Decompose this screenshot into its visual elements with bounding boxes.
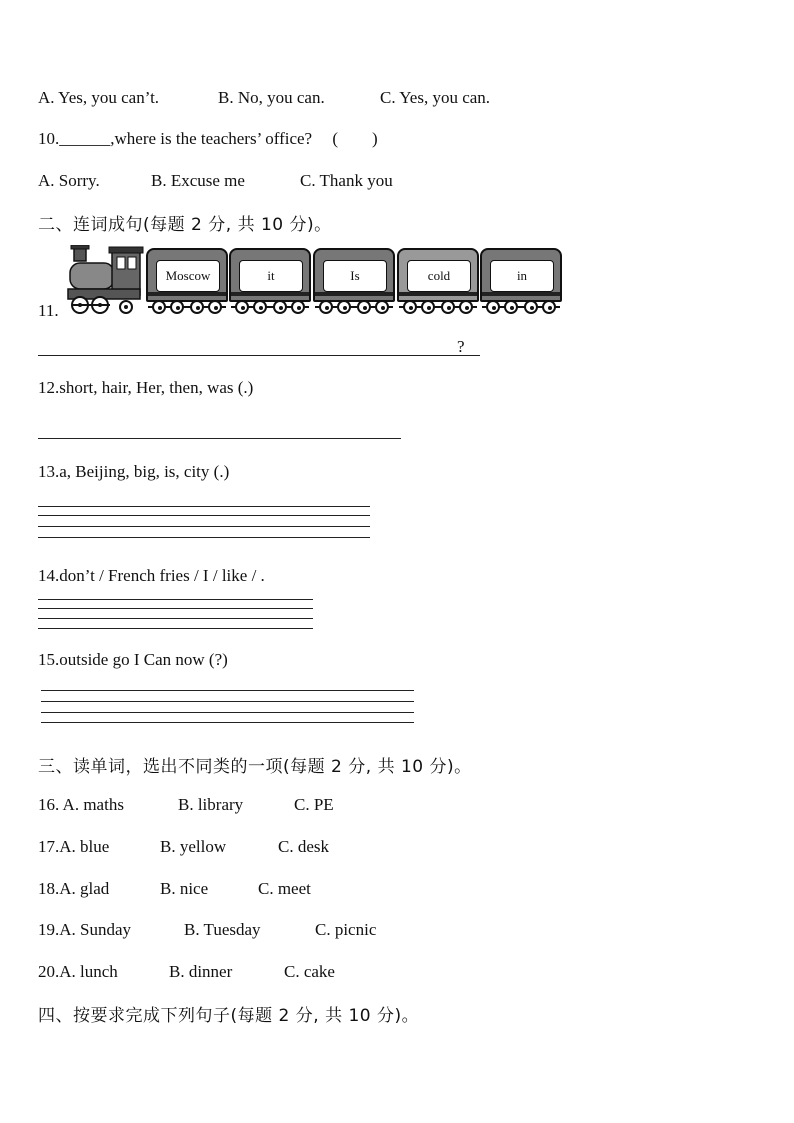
- answer-paren: ( ): [332, 129, 378, 148]
- wheels: [482, 300, 560, 316]
- q17-option-c: C. desk: [278, 837, 329, 856]
- q19-option-c: C. picnic: [315, 920, 377, 939]
- writing-line: [38, 526, 370, 527]
- writing-line: [38, 515, 370, 516]
- question-13: 13.a, Beijing, big, is, city (.): [38, 462, 230, 481]
- train-car-4: [397, 248, 477, 304]
- q17-option-b: B. yellow: [160, 837, 227, 856]
- writing-line: [38, 628, 313, 629]
- wheels: [315, 300, 393, 316]
- wheels: [399, 300, 477, 316]
- locomotive-icon: [66, 245, 144, 319]
- answer-line: [38, 355, 480, 356]
- q10-option-c: C. Thank you: [300, 171, 393, 190]
- q18-option-c: C. meet: [258, 879, 311, 898]
- q18-option-a: 18.A. glad: [38, 879, 110, 898]
- word-train: [66, 245, 566, 319]
- word-card: in: [490, 260, 554, 292]
- q10-option-a: A. Sorry.: [38, 171, 100, 190]
- question-10: [38, 129, 378, 149]
- question-15: 15.outside go I Can now (?): [38, 650, 228, 669]
- q19-option-b: B. Tuesday: [184, 920, 261, 939]
- q16-option-a: 16. A. maths: [38, 795, 124, 814]
- train-car-3: [313, 248, 393, 304]
- train-car-2: [229, 248, 309, 304]
- q16-option-b: B. library: [178, 795, 244, 814]
- q10-option-b: B. Excuse me: [151, 171, 245, 190]
- q18-option-b: B. nice: [160, 879, 209, 898]
- question-11-number: 11.: [38, 301, 59, 320]
- section-3-heading: 三、读单词，选出不同类的一项(每题 2 分, 共 10 分)。: [38, 757, 472, 777]
- question-10-text: 10.______,where is the teachers’ office?: [38, 129, 313, 148]
- q19-option-a: 19.A. Sunday: [38, 920, 132, 939]
- word-card: it: [239, 260, 303, 292]
- writing-line: [41, 722, 414, 723]
- writing-line: [38, 599, 313, 600]
- writing-line: [38, 608, 313, 609]
- writing-line: [38, 537, 370, 538]
- q20-option-a: 20.A. lunch: [38, 962, 118, 981]
- section-4-heading: 四、按要求完成下列句子(每题 2 分, 共 10 分)。: [38, 1006, 420, 1026]
- q9-option-b: B. No, you can.: [218, 88, 325, 107]
- section-2-heading: 二、连词成句(每题 2 分, 共 10 分)。: [38, 215, 332, 235]
- question-14: 14.don’t / French fries / I / like / .: [38, 566, 265, 585]
- q20-option-b: B. dinner: [169, 962, 233, 981]
- word-card: cold: [407, 260, 471, 292]
- q17-option-a: 17.A. blue: [38, 837, 110, 856]
- wheels: [231, 300, 309, 316]
- writing-line: [41, 712, 414, 713]
- word-card: Is: [323, 260, 387, 292]
- writing-line: [38, 618, 313, 619]
- question-12: 12.short, hair, Her, then, was (.): [38, 378, 254, 397]
- q9-option-a: A. Yes, you can’t.: [38, 88, 160, 107]
- train-car-1: [146, 248, 226, 304]
- writing-line: [41, 701, 414, 702]
- q16-option-c: C. PE: [294, 795, 334, 814]
- answer-line: [38, 438, 401, 439]
- wheels: [148, 300, 226, 316]
- word-card: Moscow: [156, 260, 220, 292]
- train-car-5: [480, 248, 560, 304]
- q9-option-c: C. Yes, you can.: [380, 88, 491, 107]
- question-mark: ?: [457, 337, 465, 356]
- writing-line: [38, 506, 370, 507]
- writing-line: [41, 690, 414, 691]
- q20-option-c: C. cake: [284, 962, 335, 981]
